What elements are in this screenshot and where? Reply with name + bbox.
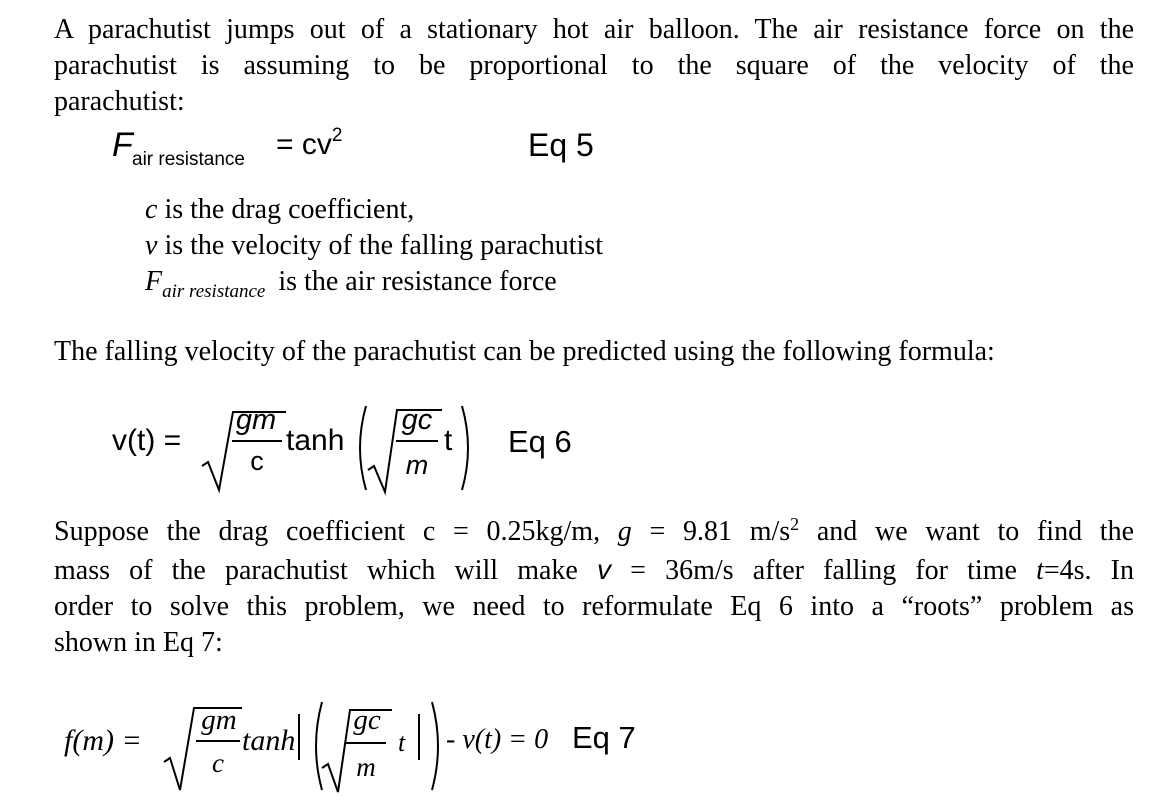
eq6-tanh: tanh xyxy=(286,424,345,457)
eq5-subscript: air resistance xyxy=(132,149,245,170)
problem-line-2-a: mass of the parachutist which will make xyxy=(54,555,598,586)
problem-line-1 xyxy=(54,514,1134,552)
problem-line-4: shown in Eq 7: xyxy=(54,627,223,658)
problem-t-symbol: t xyxy=(1036,555,1044,586)
eq5-rhs xyxy=(276,125,343,162)
eq5-F: F xyxy=(112,126,133,164)
eq7-t: t xyxy=(398,728,406,757)
definitions xyxy=(145,192,603,303)
problem-line-1-c: and we want to find the xyxy=(799,516,1134,547)
eq7-rest: - v(t) = 0 xyxy=(446,724,549,755)
eq6-lhs: v(t) = xyxy=(112,424,182,457)
formula-intro: The falling velocity of the parachutist can be predicted using the following formula: xyxy=(54,336,995,367)
eq5-exponent: 2 xyxy=(331,125,343,146)
def-v xyxy=(145,228,603,264)
def-v-text: is the velocity of the falling parachutist xyxy=(157,230,603,261)
problem-line-2-c: =4s. In xyxy=(1043,555,1134,586)
def-F-text: is the air resistance force xyxy=(271,266,557,297)
def-F-sub: air resistance xyxy=(162,281,266,302)
eq6-t: t xyxy=(444,424,453,457)
eq6-frac2-den: m xyxy=(405,450,429,480)
eq7-frac1-num: gm xyxy=(201,704,237,736)
problem-line-2-b: = 36m/s after falling for time xyxy=(611,555,1037,586)
problem-line-3: order to solve this problem, we need to reformulate Eq 6 into a “roots” problem as xyxy=(54,591,1134,622)
problem-exponent: 2 xyxy=(790,514,800,534)
eq6-frac1-bar xyxy=(232,440,282,442)
def-c xyxy=(145,192,603,228)
eq6-frac1-den: c xyxy=(250,446,264,476)
eq7-label: Eq 7 xyxy=(572,720,636,755)
eq7-frac2-num: gc xyxy=(353,704,381,736)
def-c-text: is the drag coefficient, xyxy=(157,194,415,225)
eq5-label: Eq 5 xyxy=(528,127,594,163)
def-F xyxy=(145,264,603,303)
def-F-symbol: F xyxy=(145,266,163,297)
eq7-paren-right xyxy=(428,700,448,794)
intro-line-3: parachutist: xyxy=(54,86,185,117)
problem-paragraph xyxy=(54,514,1134,661)
eq6-frac1-num: gm xyxy=(235,404,277,436)
eq7-frac2-den: m xyxy=(356,752,376,782)
eq7-tanh: tanh xyxy=(242,724,296,757)
eq6-label: Eq 6 xyxy=(508,424,572,459)
def-v-symbol: v xyxy=(145,230,158,261)
def-c-symbol: c xyxy=(145,194,158,225)
intro-line-2: parachutist is assuming to be proportional to the square of the velocity of the xyxy=(54,50,1134,81)
eq6-frac2-bar xyxy=(396,440,438,442)
eq5-rhs-text: = cv xyxy=(276,128,332,161)
eq7-frac2-bar xyxy=(346,742,386,744)
eq7-frac1-bar xyxy=(196,740,240,742)
problem-line-2 xyxy=(54,552,1134,589)
intro-paragraph xyxy=(54,12,1134,120)
eq7-bar-right xyxy=(418,714,420,760)
problem-line-1-a: Suppose the drag coefficient c = 0.25kg/m, xyxy=(54,516,618,547)
problem-v-symbol: v xyxy=(597,554,612,585)
eq6-frac2-num: gc xyxy=(401,404,433,436)
eq7-frac1-den: c xyxy=(212,748,224,778)
eq7-lhs: f(m) = xyxy=(64,724,142,757)
intro-line-1: A parachutist jumps out of a stationary hot air balloon. The air resistance force on the xyxy=(54,14,1134,45)
eq7-bar-left xyxy=(298,714,300,760)
problem-line-1-b: = 9.81 m/s xyxy=(631,516,791,547)
problem-g-symbol: g xyxy=(617,516,632,547)
eq6-paren-right xyxy=(458,404,478,494)
